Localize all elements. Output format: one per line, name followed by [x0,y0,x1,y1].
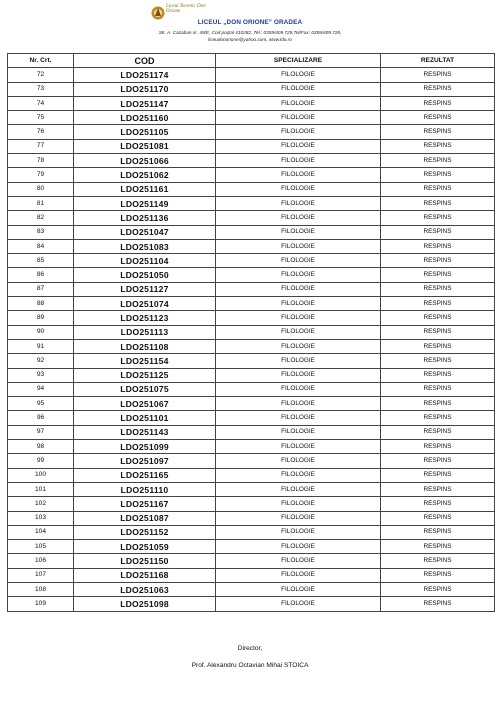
candidate-code: LDO251062 [74,168,216,182]
result: RESPINS [381,111,495,125]
candidate-code: LDO251168 [74,568,216,582]
director-name: Prof. Alexandru Octavian Mihai STOICA [191,662,309,669]
table-row [8,368,495,382]
specialization: FILOLOGIE [216,168,381,182]
specialization: FILOLOGIE [216,139,381,153]
specialization: FILOLOGIE [216,368,381,382]
row-number: 85 [8,254,74,268]
specialization: FILOLOGIE [216,154,381,168]
row-number: 80 [8,182,74,196]
row-number: 72 [8,68,74,82]
candidate-code: LDO251160 [74,111,216,125]
table-row [8,525,495,539]
specialization: FILOLOGIE [216,568,381,582]
specialization: FILOLOGIE [216,325,381,339]
candidate-code: LDO251066 [74,154,216,168]
result: RESPINS [381,82,495,96]
row-number: 109 [8,597,74,611]
result: RESPINS [381,139,495,153]
result: RESPINS [381,468,495,482]
table-row [8,411,495,425]
header-cod: COD [74,54,216,68]
table-row [8,497,495,511]
row-number: 94 [8,382,74,396]
table-row [8,154,495,168]
candidate-code: LDO251074 [74,297,216,311]
result: RESPINS [381,182,495,196]
result: RESPINS [381,211,495,225]
table-body [8,68,495,611]
header-rezultat: REZULTAT [381,54,495,68]
candidate-code: LDO251154 [74,354,216,368]
table-row [8,196,495,210]
candidate-code: LDO251161 [74,182,216,196]
candidate-code: LDO251099 [74,440,216,454]
row-number: 103 [8,511,74,525]
candidate-code: LDO251136 [74,211,216,225]
result: RESPINS [381,568,495,582]
table-row [8,597,495,611]
result: RESPINS [381,554,495,568]
candidate-code: LDO251081 [74,139,216,153]
table-row [8,540,495,554]
row-number: 78 [8,154,74,168]
specialization: FILOLOGIE [216,225,381,239]
result: RESPINS [381,582,495,596]
table-row [8,354,495,368]
table-row [8,168,495,182]
table-row [8,440,495,454]
candidate-code: LDO251063 [74,582,216,596]
row-number: 76 [8,125,74,139]
table-row [8,511,495,525]
table-row [8,325,495,339]
table-row [8,239,495,253]
result: RESPINS [381,125,495,139]
row-number: 102 [8,497,74,511]
candidate-code: LDO251165 [74,468,216,482]
row-number: 74 [8,96,74,110]
row-number: 92 [8,354,74,368]
candidate-code: LDO251174 [74,68,216,82]
specialization: FILOLOGIE [216,597,381,611]
row-number: 100 [8,468,74,482]
row-number: 108 [8,582,74,596]
table-row [8,554,495,568]
specialization: FILOLOGIE [216,311,381,325]
row-number: 105 [8,540,74,554]
row-number: 101 [8,482,74,496]
row-number: 91 [8,339,74,353]
result: RESPINS [381,597,495,611]
table-row [8,454,495,468]
candidate-code: LDO251104 [74,254,216,268]
row-number: 88 [8,297,74,311]
result: RESPINS [381,540,495,554]
specialization: FILOLOGIE [216,339,381,353]
candidate-code: LDO251047 [74,225,216,239]
result: RESPINS [381,282,495,296]
specialization: FILOLOGIE [216,511,381,525]
row-number: 90 [8,325,74,339]
row-number: 99 [8,454,74,468]
specialization: FILOLOGIE [216,82,381,96]
candidate-code: LDO251150 [74,554,216,568]
result: RESPINS [381,325,495,339]
row-number: 93 [8,368,74,382]
result: RESPINS [381,497,495,511]
specialization: FILOLOGIE [216,454,381,468]
table-row [8,282,495,296]
result: RESPINS [381,268,495,282]
row-number: 84 [8,239,74,253]
candidate-code: LDO251125 [74,368,216,382]
table-row [8,268,495,282]
result: RESPINS [381,382,495,396]
candidate-code: LDO251123 [74,311,216,325]
row-number: 95 [8,397,74,411]
table-row [8,382,495,396]
row-number: 79 [8,168,74,182]
specialization: FILOLOGIE [216,482,381,496]
row-number: 82 [8,211,74,225]
result: RESPINS [381,454,495,468]
candidate-code: LDO251087 [74,511,216,525]
row-number: 104 [8,525,74,539]
row-number: 98 [8,440,74,454]
candidate-code: LDO251110 [74,482,216,496]
table-row [8,111,495,125]
candidate-code: LDO251113 [74,325,216,339]
director-label: Director, [237,645,263,652]
candidate-code: LDO251147 [74,96,216,110]
header-specializare: SPECIALIZARE [216,54,381,68]
candidate-code: LDO251097 [74,454,216,468]
candidate-code: LDO251101 [74,411,216,425]
result: RESPINS [381,368,495,382]
row-number: 86 [8,268,74,282]
results-table [7,53,495,612]
school-name: LICEUL „DON ORIONE” ORADEA [197,19,303,26]
result: RESPINS [381,225,495,239]
table-row [8,425,495,439]
specialization: FILOLOGIE [216,382,381,396]
row-number: 96 [8,411,74,425]
result: RESPINS [381,68,495,82]
table-row [8,182,495,196]
candidate-code: LDO251167 [74,497,216,511]
row-number: 89 [8,311,74,325]
result: RESPINS [381,96,495,110]
specialization: FILOLOGIE [216,239,381,253]
specialization: FILOLOGIE [216,268,381,282]
specialization: FILOLOGIE [216,125,381,139]
specialization: FILOLOGIE [216,425,381,439]
candidate-code: LDO251149 [74,196,216,210]
specialization: FILOLOGIE [216,111,381,125]
table-row [8,211,495,225]
address-line-2: liceudonorione@yahoo.com, www.ldo.ro [208,37,292,42]
result: RESPINS [381,440,495,454]
result: RESPINS [381,397,495,411]
candidate-code: LDO251105 [74,125,216,139]
result: RESPINS [381,254,495,268]
specialization: FILOLOGIE [216,196,381,210]
row-number: 106 [8,554,74,568]
table-header-row [8,54,495,68]
table-row [8,96,495,110]
specialization: FILOLOGIE [216,411,381,425]
table-row [8,297,495,311]
table-row [8,82,495,96]
candidate-code: LDO251127 [74,282,216,296]
specialization: FILOLOGIE [216,540,381,554]
row-number: 87 [8,282,74,296]
candidate-code: LDO251083 [74,239,216,253]
table-row [8,568,495,582]
table-row [8,397,495,411]
result: RESPINS [381,239,495,253]
candidate-code: LDO251075 [74,382,216,396]
specialization: FILOLOGIE [216,96,381,110]
specialization: FILOLOGIE [216,397,381,411]
specialization: FILOLOGIE [216,254,381,268]
result: RESPINS [381,196,495,210]
specialization: FILOLOGIE [216,468,381,482]
table-row [8,468,495,482]
result: RESPINS [381,297,495,311]
document-header [0,0,500,50]
specialization: FILOLOGIE [216,525,381,539]
specialization: FILOLOGIE [216,211,381,225]
row-number: 73 [8,82,74,96]
candidate-code: LDO251059 [74,540,216,554]
table-row [8,582,495,596]
table-row [8,125,495,139]
logo-text: Liceul Teoretic Don Orione [166,4,206,14]
specialization: FILOLOGIE [216,440,381,454]
table-row [8,68,495,82]
result: RESPINS [381,525,495,539]
address-line-1: Str. A. Cazaban nr. 49/E, Cod poştal 410282, Tel.: 0359/409.729,Tel/Fax: 0359/409.728, [158,30,342,35]
specialization: FILOLOGIE [216,582,381,596]
header-nr-crt: Nr. Crt. [8,54,74,68]
table-row [8,311,495,325]
specialization: FILOLOGIE [216,354,381,368]
specialization: FILOLOGIE [216,297,381,311]
result: RESPINS [381,354,495,368]
specialization: FILOLOGIE [216,282,381,296]
table-row [8,339,495,353]
candidate-code: LDO251050 [74,268,216,282]
candidate-code: LDO251067 [74,397,216,411]
result: RESPINS [381,311,495,325]
result: RESPINS [381,411,495,425]
candidate-code: LDO251098 [74,597,216,611]
row-number: 83 [8,225,74,239]
specialization: FILOLOGIE [216,497,381,511]
candidate-code: LDO251108 [74,339,216,353]
specialization: FILOLOGIE [216,554,381,568]
table-row [8,225,495,239]
result: RESPINS [381,339,495,353]
row-number: 77 [8,139,74,153]
result: RESPINS [381,511,495,525]
row-number: 81 [8,196,74,210]
table-row [8,254,495,268]
result: RESPINS [381,168,495,182]
row-number: 75 [8,111,74,125]
result: RESPINS [381,482,495,496]
table-row [8,482,495,496]
result: RESPINS [381,425,495,439]
result: RESPINS [381,154,495,168]
candidate-code: LDO251152 [74,525,216,539]
candidate-code: LDO251143 [74,425,216,439]
candidate-code: LDO251170 [74,82,216,96]
specialization: FILOLOGIE [216,182,381,196]
row-number: 107 [8,568,74,582]
specialization: FILOLOGIE [216,68,381,82]
table-row [8,139,495,153]
row-number: 97 [8,425,74,439]
